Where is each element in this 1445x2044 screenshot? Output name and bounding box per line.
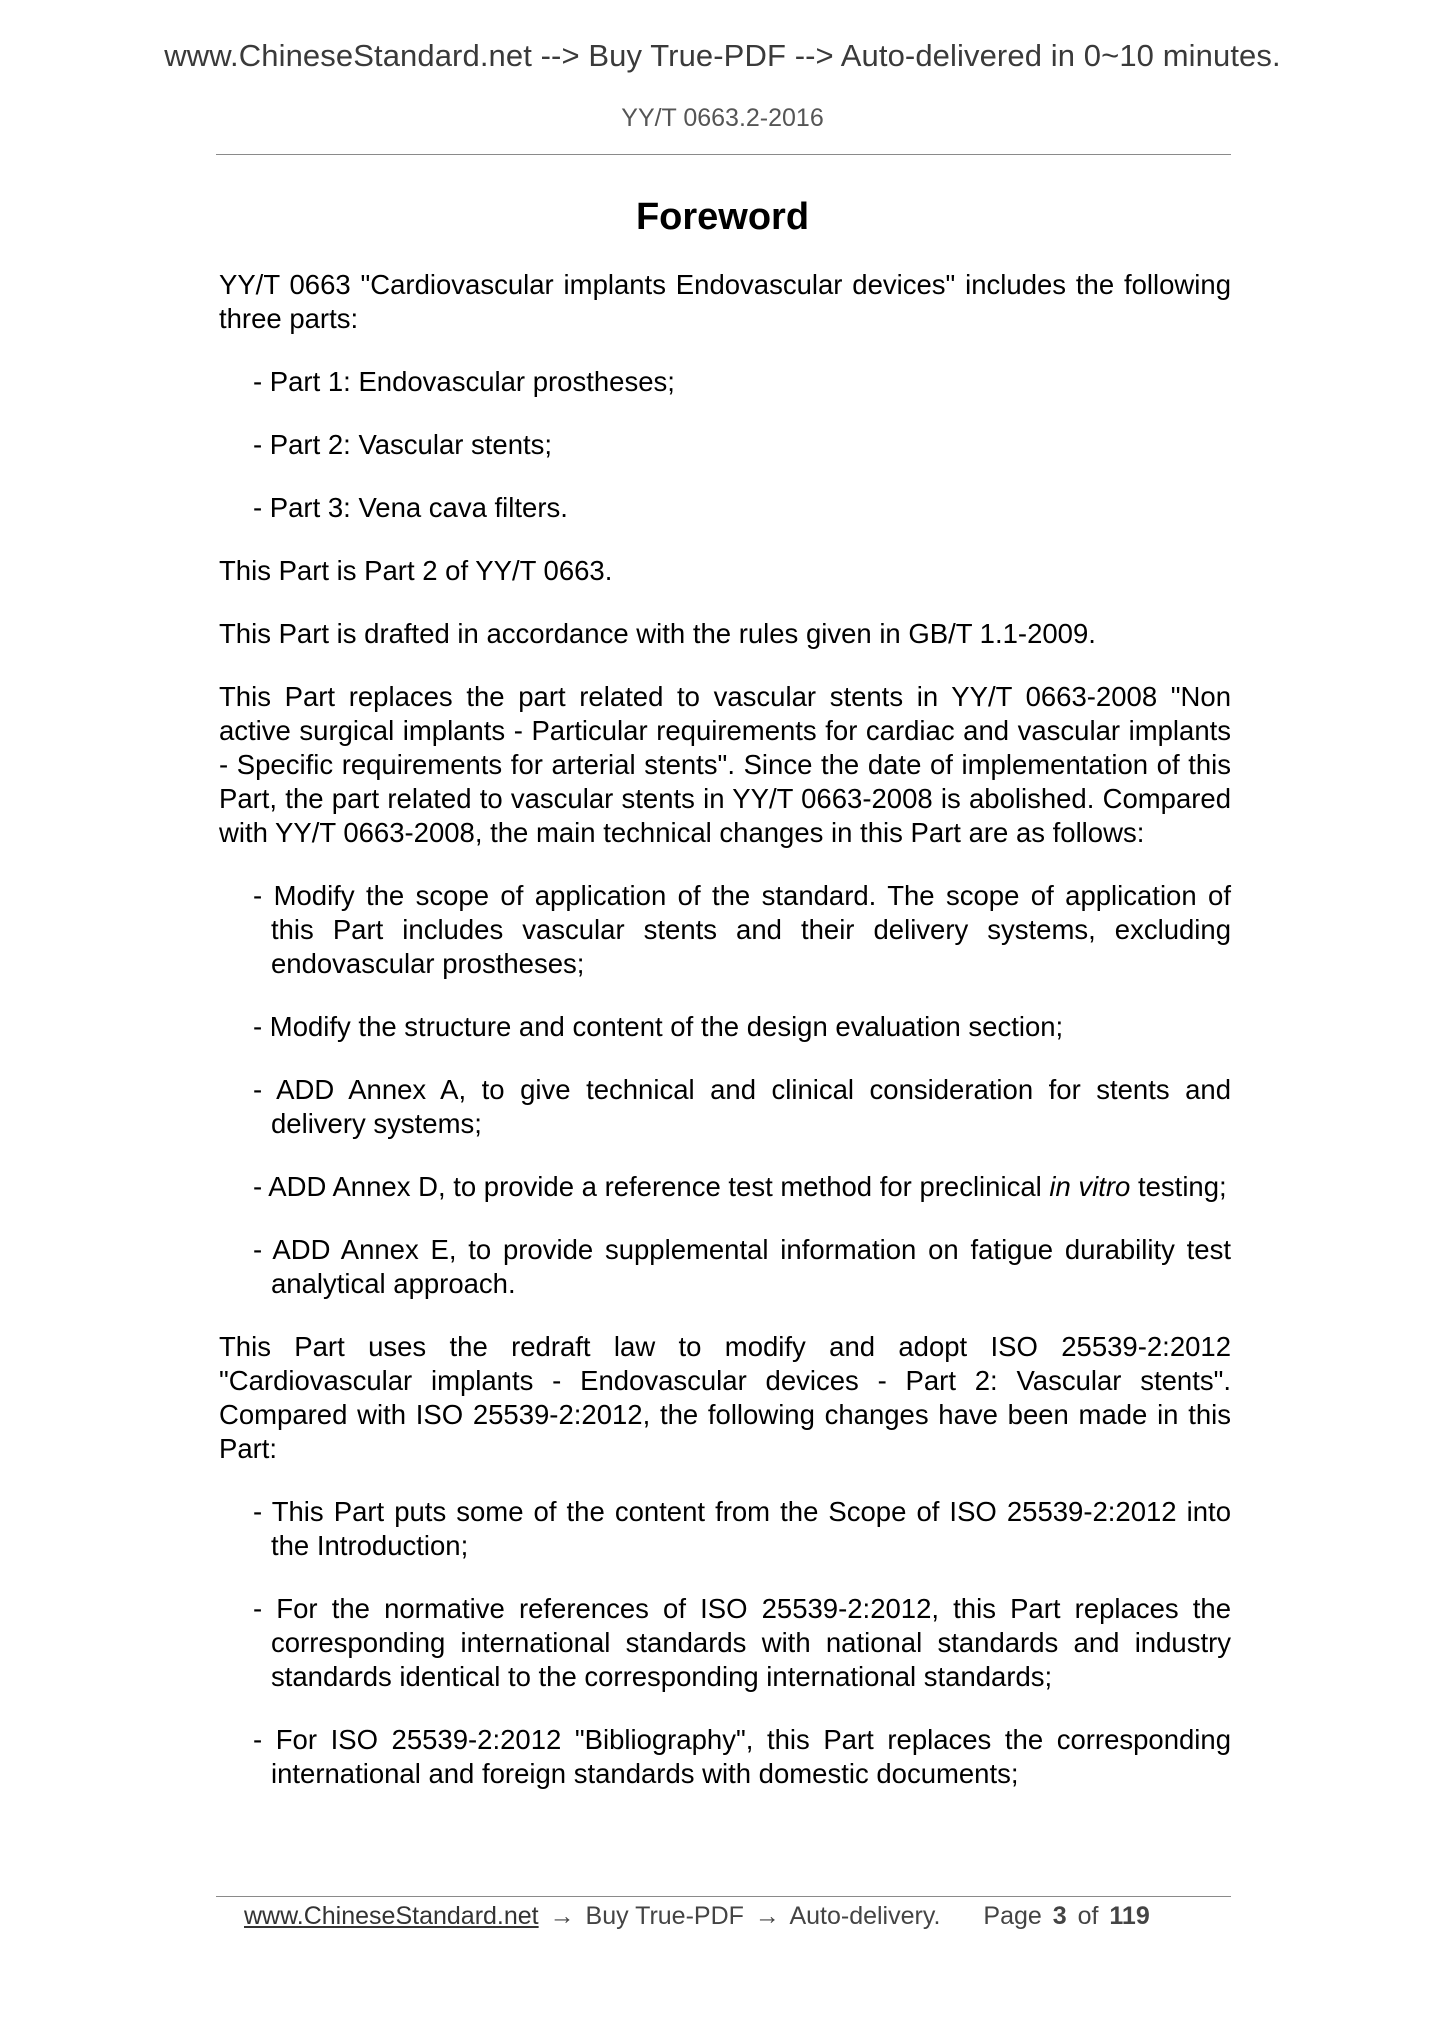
footer-divider bbox=[216, 1896, 1231, 1897]
page-label: Page bbox=[983, 1902, 1042, 1930]
annex-d-text-end: testing; bbox=[1130, 1171, 1227, 1202]
top-banner: www.ChineseStandard.net --> Buy True-PDF --> Auto-delivered in 0~10 minutes. bbox=[164, 38, 1281, 73]
change-list-item: - ADD Annex A, to give technical and clinical consideration for stents and delivery systems; bbox=[253, 1074, 1231, 1139]
change-list-item: - ADD Annex E, to provide supplemental information on fatigue durability test analytical approach. bbox=[253, 1234, 1231, 1299]
footer-buy-text: Buy True-PDF bbox=[585, 1902, 744, 1930]
change-list-item: - Modify the structure and content of the design evaluation section; bbox=[253, 1011, 1064, 1042]
part-of-paragraph: This Part is Part 2 of YY/T 0663. bbox=[219, 555, 613, 586]
annex-d-text: - ADD Annex D, to provide a reference test method for preclinical bbox=[253, 1171, 1050, 1202]
iso-change-list-item: - For ISO 25539-2:2012 "Bibliography", this Part replaces the corresponding international and foreign standards with domestic documents; bbox=[253, 1724, 1231, 1789]
of-label: of bbox=[1077, 1902, 1099, 1930]
iso-change-list-item: - For the normative references of ISO 25539-2:2012, this Part replaces the corresponding international standards with national standards and industry standards identical to the corresponding international standards; bbox=[253, 1593, 1231, 1692]
page-footer bbox=[244, 1902, 1244, 1931]
part-list-item: - Part 3: Vena cava filters. bbox=[253, 492, 568, 523]
change-list-item-annex-d bbox=[219, 1170, 1231, 1204]
iso-change-list-item: - This Part puts some of the content from the Scope of ISO 25539-2:2012 into the Introduction; bbox=[253, 1496, 1231, 1561]
page-total: 119 bbox=[1109, 1902, 1150, 1930]
part-list-item: - Part 2: Vascular stents; bbox=[253, 429, 553, 460]
replaces-paragraph: This Part replaces the part related to vascular stents in YY/T 0663-2008 "Non active surgical implants - Particular requirements for cardiac and vascular implants - Specific requirements for arterial stents". Since the date of implementation of this Part, the part related to vascular stents in YY/T 0663-2008 is abolished. Compared with YY/T 0663-2008, the main technical changes in this Part are as follows: bbox=[219, 681, 1231, 848]
annex-d-italic: in vitro bbox=[1049, 1171, 1131, 1202]
page-title: Foreword bbox=[635, 196, 810, 238]
part-list-item: - Part 1: Endovascular prostheses; bbox=[253, 366, 675, 397]
site-link[interactable]: www.ChineseStandard.net bbox=[244, 1902, 539, 1930]
drafted-paragraph: This Part is drafted in accordance with the rules given in GB/T 1.1-2009. bbox=[219, 618, 1096, 649]
intro-paragraph: YY/T 0663 "Cardiovascular implants Endovascular devices" includes the following three parts: bbox=[219, 269, 1231, 334]
footer-delivery-text: Auto-delivery. bbox=[789, 1902, 941, 1930]
adopt-paragraph: This Part uses the redraft law to modify and adopt ISO 25539-2:2012 "Cardiovascular implants - Endovascular devices - Part 2: Vascular stents". Compared with ISO 25539-2:2012, the following changes have been made in this Part: bbox=[219, 1331, 1231, 1464]
standard-code: YY/T 0663.2-2016 bbox=[621, 104, 824, 132]
change-list-item: - Modify the scope of application of the standard. The scope of application of this Part includes vascular stents and their delivery systems, excluding endovascular prostheses; bbox=[253, 880, 1231, 979]
header-divider bbox=[216, 154, 1231, 155]
page-number: 3 bbox=[1052, 1902, 1067, 1930]
document-body bbox=[219, 268, 1231, 1820]
arrow-right-icon: → bbox=[549, 1902, 575, 1930]
arrow-right-icon: → bbox=[754, 1902, 780, 1930]
